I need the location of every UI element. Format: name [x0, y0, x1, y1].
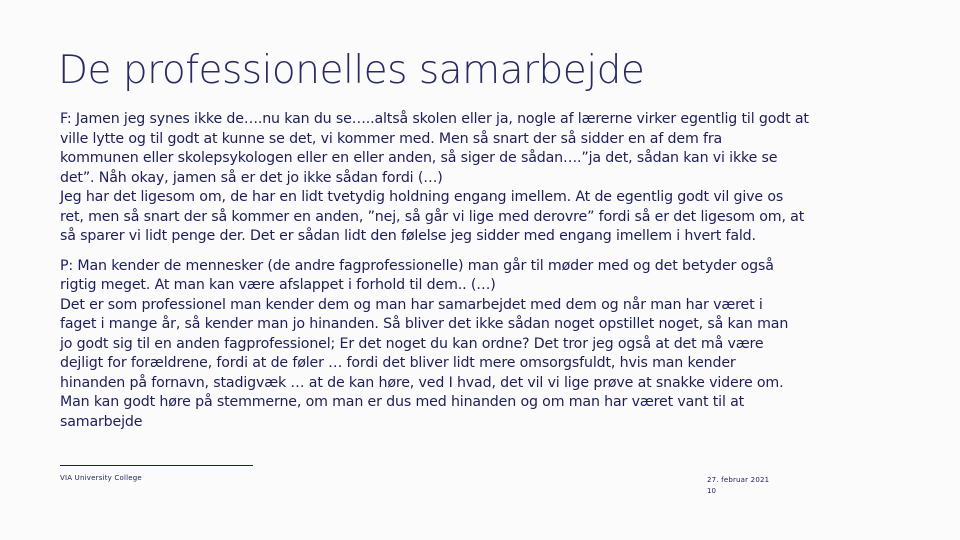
text-line: kommunen eller skolepsykologen eller en eller anden, så siger de sådan….”ja det, sådan kan vi ikke se	[60, 150, 778, 166]
text-line: så sparer vi lidt penge der. Det er sådan lidt den følelse jeg sidder med engang imellem i hvert fald.	[60, 228, 756, 244]
text-line: samarbejde	[60, 413, 143, 430]
slide-title: De professionelles samarbejde	[58, 48, 645, 93]
text-line: det”. Nåh okay, jamen så er det jo ikke sådan fordi (…)	[60, 169, 443, 186]
text-line: Det er som professionel man kender dem og man har samarbejdet med dem og når man har været i	[60, 296, 763, 313]
text-line: ret, men så snart der så kommer en anden, ”nej, så går vi lige med derovre” fordi så er det ligesom om, at	[60, 208, 805, 225]
footer-divider	[60, 465, 253, 466]
footer-date: 27. februar 2021	[707, 476, 770, 484]
slide-body	[60, 110, 910, 442]
text-line: Jeg har det ligesom om, de har en lidt tvetydig holdning engang imellem. At de egentlig godt vil give os	[60, 189, 784, 205]
text-line: Man kan godt høre på stemmerne, om man er dus med hinanden og om man har været vant til at	[60, 394, 745, 410]
slide-number: 10	[707, 487, 716, 495]
text-line: jo godt sig til en anden fagprofessionel; Er det noget du kan ordne? Det tror jeg også at det må være	[60, 335, 764, 352]
footer-organization: VIA University College	[60, 474, 142, 482]
text-line: ville lytte og til godt at kunne se det, vi kommer med. Men så snart der så sidder en af dem fra	[60, 130, 723, 147]
quote-paragraph-p	[60, 257, 910, 433]
text-line: F: Jamen jeg synes ikke de….nu kan du se…..altså skolen eller ja, nogle af lærerne virker egentlig til godt at	[60, 111, 809, 127]
text-line: faget i mange år, så kender man jo hinanden. Så bliver det ikke sådan noget opstillet noget, så kan man	[60, 316, 789, 332]
quote-paragraph-f	[60, 110, 910, 247]
text-line: rigtig meget. At man kan være afslappet i forhold til dem.. (…)	[60, 277, 496, 293]
text-line: dejligt for forældrene, fordi at de føler … fordi det bliver lidt mere omsorgsfuldt, hvis man kender	[60, 355, 736, 371]
text-line: P: Man kender de mennesker (de andre fagprofessionelle) man går til møder med og det betyder også	[60, 257, 774, 274]
text-line: hinanden på fornavn, stadigvæk … at de kan høre, ved I hvad, det vil vi lige prøve at snakke videre om.	[60, 374, 784, 391]
